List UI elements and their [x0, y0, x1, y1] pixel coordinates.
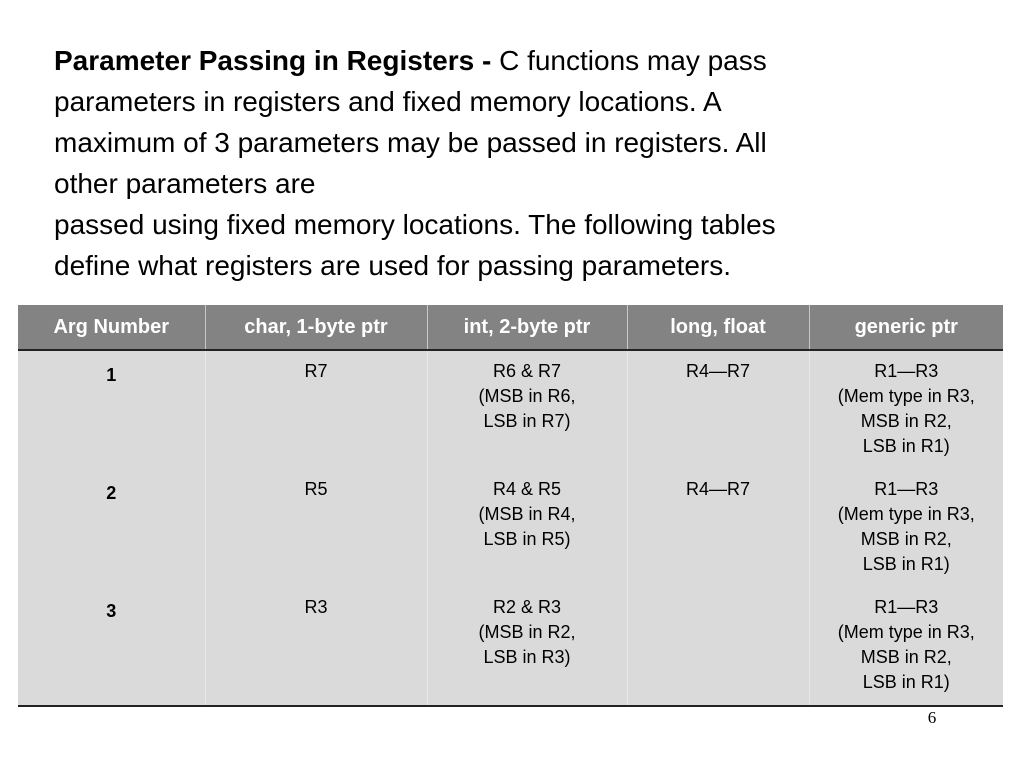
cell-line: LSB in R7) [483, 411, 571, 431]
intro-heading: Parameter Passing in Registers - [54, 45, 492, 76]
cell-line: R5 [304, 479, 328, 499]
intro-text: C functions may pass [499, 45, 767, 76]
arg-number-cell: 1 [18, 350, 205, 469]
cell-line: R1—R3 [874, 479, 939, 499]
cell-line: MSB in R2, [860, 529, 952, 549]
cell-line: R2 & R3 [492, 597, 562, 617]
cell-line: R3 [304, 597, 328, 617]
cell-line: (MSB in R2, [478, 622, 576, 642]
table-row [18, 350, 1003, 469]
cell-line: R4 & R5 [492, 479, 562, 499]
int-cell [427, 350, 627, 469]
cell-line: (Mem type in R3, [837, 504, 975, 524]
generic-cell [809, 587, 1003, 706]
char-cell [205, 469, 427, 587]
header-int: int, 2-byte ptr [427, 305, 627, 350]
cell-line: R1—R3 [874, 597, 939, 617]
intro-line: other parameters are [54, 168, 316, 199]
intro-line: passed using fixed memory locations. The following tables [54, 209, 776, 240]
cell-line: MSB in R2, [860, 411, 952, 431]
cell-line: (Mem type in R3, [837, 622, 975, 642]
int-cell [427, 587, 627, 706]
header-arg-number: Arg Number [18, 305, 205, 350]
cell-line: MSB in R2, [860, 647, 952, 667]
int-cell [427, 469, 627, 587]
header-long: long, float [627, 305, 809, 350]
cell-line: LSB in R5) [483, 529, 571, 549]
register-table [18, 305, 1003, 707]
header-generic: generic ptr [809, 305, 1003, 350]
long-cell [627, 587, 809, 706]
table-row [18, 587, 1003, 706]
table-body [18, 350, 1003, 706]
cell-line: R4—R7 [685, 361, 751, 381]
cell-line: (Mem type in R3, [837, 386, 975, 406]
cell-line: LSB in R1) [862, 672, 950, 692]
page-number: 6 [927, 708, 937, 727]
header-row [18, 305, 1003, 350]
long-cell [627, 350, 809, 469]
intro-line: define what registers are used for passing parameters. [54, 250, 732, 281]
generic-cell [809, 350, 1003, 469]
cell-line: R1—R3 [874, 361, 939, 381]
cell-line: LSB in R1) [862, 554, 950, 574]
arg-number-cell: 3 [18, 587, 205, 706]
intro-line [54, 40, 984, 81]
cell-line: LSB in R3) [483, 647, 571, 667]
header-char: char, 1-byte ptr [205, 305, 427, 350]
cell-line: (MSB in R4, [478, 504, 576, 524]
intro-paragraph [54, 40, 984, 286]
arg-number-cell: 2 [18, 469, 205, 587]
cell-line: (MSB in R6, [478, 386, 576, 406]
cell-line: R6 & R7 [492, 361, 562, 381]
intro-line: parameters in registers and fixed memory locations. A [54, 86, 722, 117]
table-row [18, 469, 1003, 587]
cell-line: R4—R7 [685, 479, 751, 499]
long-cell [627, 469, 809, 587]
cell-line: R7 [304, 361, 328, 381]
cell-line: LSB in R1) [862, 436, 950, 456]
char-cell [205, 350, 427, 469]
generic-cell [809, 469, 1003, 587]
char-cell [205, 587, 427, 706]
intro-line: maximum of 3 parameters may be passed in registers. All [54, 127, 767, 158]
